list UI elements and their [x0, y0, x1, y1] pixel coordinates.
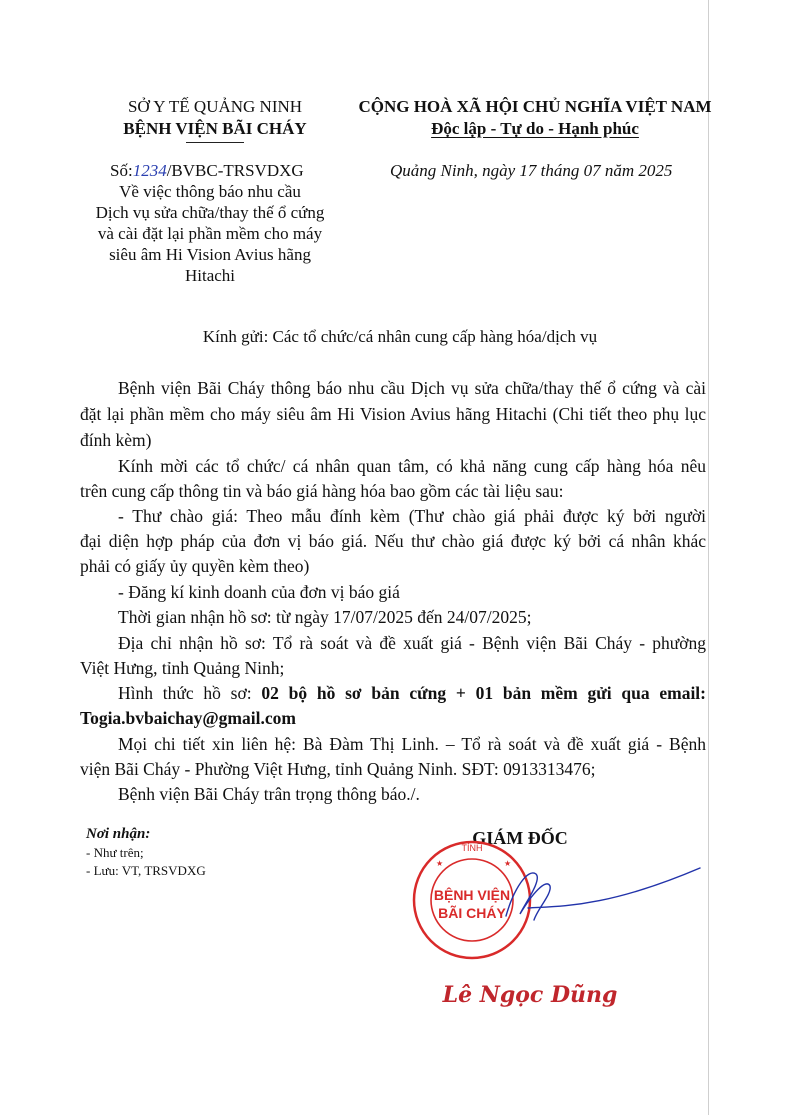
recipients-block — [86, 824, 326, 880]
signer-name: Lê Ngọc Dũng — [442, 982, 618, 1008]
body-line — [80, 681, 706, 705]
body-line: đại diện hợp pháp của đơn vị báo giá. Nếu thư chào giá được ký bởi cá nhân khác — [80, 531, 706, 551]
header-right — [350, 96, 720, 140]
subject-line: và cài đặt lại phần mềm cho máy — [97, 224, 323, 243]
form-label: Hình thức hồ sơ: — [118, 683, 262, 703]
body-line: Địa chỉ nhận hồ sơ: Tổ rà soát và đề xuất giá - Bệnh viện Bãi Cháy - phường — [118, 633, 706, 653]
date-line: Quảng Ninh, ngày 17 tháng 07 năm 2025 — [390, 161, 673, 180]
subject-line: Dịch vụ sửa chữa/thay thế ổ cứng — [95, 203, 325, 222]
header-left-rule — [186, 142, 244, 143]
hospital-name: BỆNH VIỆN BÃI CHÁY — [123, 119, 307, 138]
republic-title: CỘNG HOÀ XÃ HỘI CHỦ NGHĨA VIỆT NAM — [358, 97, 712, 116]
body-line: đính kèm) — [80, 430, 152, 450]
stamp-ring-mark: ★ — [436, 859, 444, 868]
handwritten-signature — [506, 868, 700, 920]
salutation: Kính gửi: Các tổ chức/cá nhân cung cấp hàng hóa/dịch vụ — [202, 327, 598, 346]
stamp-and-signature — [410, 838, 710, 968]
body-line: Mọi chi tiết xin liên hệ: Bà Đàm Thị Linh. – Tổ rà soát và đề xuất giá - Bệnh — [118, 734, 706, 754]
subject-line: siêu âm Hi Vision Avius hãng — [109, 245, 311, 264]
signature-title: GIÁM ĐỐC — [472, 828, 568, 848]
subject-block — [60, 181, 360, 286]
recipients-title: Nơi nhận: — [86, 826, 151, 842]
body-line: Kính mời các tổ chức/ cá nhân quan tâm, có khả năng cung cấp hàng hóa nêu — [118, 456, 706, 476]
stamp-ring-mark: ★ — [504, 859, 512, 868]
hospital-stamp — [414, 842, 530, 958]
signature-tail-stroke — [528, 868, 700, 908]
handwritten-number: 1234 — [132, 161, 167, 180]
document-number — [110, 160, 350, 181]
body-line: Việt Hưng, tỉnh Quảng Ninh; — [80, 658, 285, 678]
body-line: đặt lại phần mềm cho máy siêu âm Hi Vision Avius hãng Hitachi (Chi tiết theo phụ lục — [80, 404, 706, 424]
body-line: viện Bãi Cháy - Phường Việt Hưng, tỉnh Quảng Ninh. SĐT: 0913313476; — [80, 759, 596, 779]
stamp-line-1: BỆNH VIỆN — [433, 887, 511, 903]
number-label: Số: — [110, 161, 133, 180]
motto: Độc lập - Tự do - Hạnh phúc — [431, 119, 639, 138]
form-details: 02 bộ hồ sơ bản cứng + 01 bản mềm gửi qua email: — [261, 683, 706, 703]
subject-line: Hitachi — [184, 266, 236, 285]
body-line: trên cung cấp thông tin và báo giá hàng hóa bao gồm các tài liệu sau: — [80, 481, 564, 501]
subject-line: Về việc thông báo nhu cầu — [119, 182, 301, 201]
body-line: Bệnh viện Bãi Cháy thông báo nhu cầu Dịch vụ sửa chữa/thay thế ổ cứng và cài — [118, 378, 706, 398]
department-name: SỞ Y TẾ QUẢNG NINH — [127, 97, 303, 116]
body-line: Bệnh viện Bãi Cháy trân trọng thông báo./. — [118, 784, 420, 804]
number-suffix: /BVBC-TRSVDXG — [166, 161, 304, 180]
body-line: phải có giấy ủy quyền kèm theo) — [80, 556, 310, 576]
stamp-line-2: BÃI CHÁY — [438, 905, 506, 921]
recipient-item: - Như trên; — [86, 845, 144, 860]
stamp-top-text: TỈNH — [461, 843, 483, 853]
contact-email: Togia.bvbaichay@gmail.com — [80, 708, 296, 728]
recipient-item: - Lưu: VT, TRSVDXG — [86, 863, 206, 878]
body-line: Thời gian nhận hồ sơ: từ ngày 17/07/2025 đến 24/07/2025; — [118, 607, 532, 627]
header-left — [80, 96, 350, 143]
body-line: - Thư chào giá: Theo mẫu đính kèm (Thư chào giá phải được ký bởi người — [118, 506, 706, 526]
body-line: - Đăng kí kinh doanh của đơn vị báo giá — [118, 582, 400, 602]
